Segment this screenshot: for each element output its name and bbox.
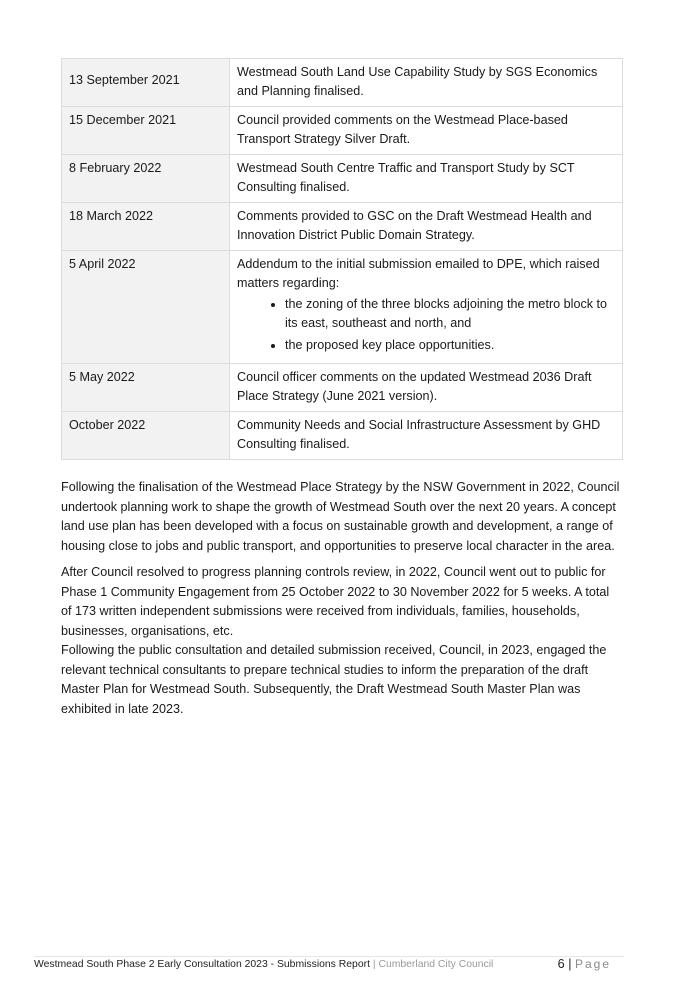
description-cell: Community Needs and Social Infrastructure Assessment by GHD Consulting finalised. bbox=[230, 412, 623, 460]
table-row bbox=[62, 155, 623, 203]
description-cell: Westmead South Land Use Capability Study by SGS Economics and Planning finalised. bbox=[230, 59, 623, 107]
page-word: Page bbox=[574, 957, 611, 971]
report-title: Westmead South Phase 2 Early Consultation 2023 - Submissions Report bbox=[34, 959, 370, 970]
description-cell: Westmead South Centre Traffic and Transport Study by SCT Consulting finalised. bbox=[230, 155, 623, 203]
date-cell: 5 May 2022 bbox=[62, 364, 230, 412]
paragraph: Following the finalisation of the Westmead Place Strategy by the NSW Government in 2022, Council undertook planning work to shape the growth of Westmead South over the next 20 years. A concept land use plan has been developed with a focus on sustainable growth and development, a range of housing close to jobs and public transport, and opportunities to preserve local character in the area. bbox=[61, 480, 620, 553]
date-cell: 18 March 2022 bbox=[62, 203, 230, 251]
table-row bbox=[62, 412, 623, 460]
date-cell: 5 April 2022 bbox=[62, 251, 230, 364]
description-text: Addendum to the initial submission emailed to DPE, which raised matters regarding: bbox=[237, 257, 600, 290]
description-cell bbox=[230, 251, 623, 364]
date-cell: 8 February 2022 bbox=[62, 155, 230, 203]
page-number-separator: | bbox=[568, 957, 572, 971]
page-footer bbox=[34, 956, 624, 970]
table-row bbox=[62, 364, 623, 412]
timeline-table bbox=[61, 58, 623, 460]
page-number-value: 6 bbox=[557, 957, 565, 971]
paragraph: Following the public consultation and detailed submission received, Council, in 2023, engaged the relevant technical consultants to prepare technical studies to inform the preparation of the draft Master Plan for Westmead South. Subsequently, the Draft Westmead South Master Plan was exhibited in late 2023. bbox=[61, 643, 607, 716]
paragraph: After Council resolved to progress planning controls review, in 2022, Council went out to public for Phase 1 Community Engagement from 25 October 2022 to 30 November 2022 for 5 weeks. A total of 173 written independent submissions were received from individuals, families, households, businesses, organisations, etc. bbox=[61, 565, 610, 638]
date-cell: 13 September 2021 bbox=[62, 59, 230, 107]
bullet-list bbox=[237, 295, 615, 355]
date-cell: 15 December 2021 bbox=[62, 107, 230, 155]
organisation-name: Cumberland City Council bbox=[378, 959, 494, 970]
table-row bbox=[62, 251, 623, 364]
table-row bbox=[62, 203, 623, 251]
description-cell: Council provided comments on the Westmead Place-based Transport Strategy Silver Draft. bbox=[230, 107, 623, 155]
footer-separator: | bbox=[372, 959, 376, 970]
page-number bbox=[558, 957, 611, 971]
table-row bbox=[62, 107, 623, 155]
bullet-item: • the zoning of the three blocks adjoining the metro block to its east, southeast and north, and bbox=[285, 295, 615, 333]
table-row bbox=[62, 59, 623, 107]
description-cell: Council officer comments on the updated Westmead 2036 Draft Place Strategy (June 2021 version). bbox=[230, 364, 623, 412]
body-text bbox=[61, 478, 621, 726]
bullet-item: • the proposed key place opportunities. bbox=[285, 336, 615, 355]
description-cell: Comments provided to GSC on the Draft Westmead Health and Innovation District Public Domain Strategy. bbox=[230, 203, 623, 251]
date-cell: October 2022 bbox=[62, 412, 230, 460]
